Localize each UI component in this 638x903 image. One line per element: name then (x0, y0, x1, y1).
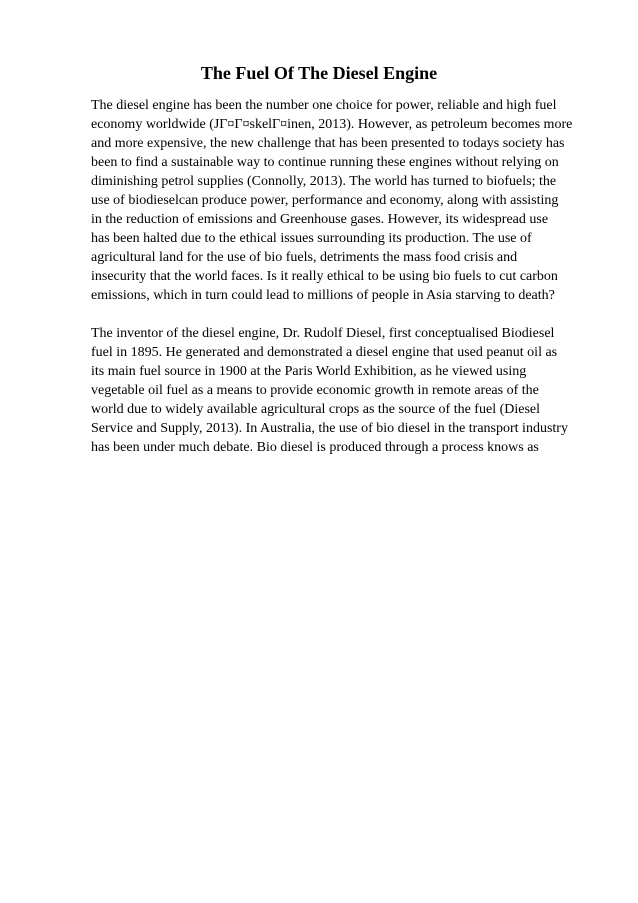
text-line: has been under much debate. Bio diesel is produced through a process knows as (91, 440, 539, 455)
document-title: The Fuel Of The Diesel Engine (200, 63, 438, 83)
text-line: fuel in 1895. He generated and demonstrated a diesel engine that used peanut oil as (91, 345, 558, 360)
text-line: emissions, which in turn could lead to millions of people in Asia starving to death? (91, 288, 555, 303)
text-line: agricultural land for the use of bio fuels, detriments the mass food crisis and (91, 250, 518, 265)
text-line: its main fuel source in 1900 at the Paris World Exhibition, as he viewed using (91, 364, 527, 379)
text-line: vegetable oil fuel as a means to provide economic growth in remote areas of the (91, 383, 539, 398)
text-line: has been halted due to the ethical issues surrounding its production. The use of (91, 231, 532, 246)
text-line: and more expensive, the new challenge that has been presented to todays society has (91, 136, 565, 151)
text-line: Service and Supply, 2013). In Australia, the use of bio diesel in the transport industry (91, 421, 568, 436)
text-line: diminishing petrol supplies (Connolly, 2013). The world has turned to biofuels; the (91, 174, 557, 189)
text-line: world due to widely available agricultural crops as the source of the fuel (Diesel (91, 402, 541, 417)
text-line: economy worldwide (JГ¤Г¤skelГ¤inen, 2013). However, as petroleum becomes more (91, 117, 573, 132)
paragraph-history (91, 324, 568, 457)
paragraph-intro (91, 96, 573, 305)
text-line: The diesel engine has been the number one choice for power, reliable and high fuel (91, 98, 557, 113)
text-line: insecurity that the world faces. Is it really ethical to be using bio fuels to cut carbon (91, 269, 558, 284)
document-body (91, 96, 573, 476)
text-line: The inventor of the diesel engine, Dr. Rudolf Diesel, first conceptualised Biodiesel (91, 326, 555, 341)
text-line: use of biodieselcan produce power, performance and economy, along with assisting (91, 193, 559, 208)
text-line: in the reduction of emissions and Greenhouse gases. However, its widespread use (91, 212, 549, 227)
text-line: been to find a sustainable way to continue running these engines without relying on (91, 155, 559, 170)
